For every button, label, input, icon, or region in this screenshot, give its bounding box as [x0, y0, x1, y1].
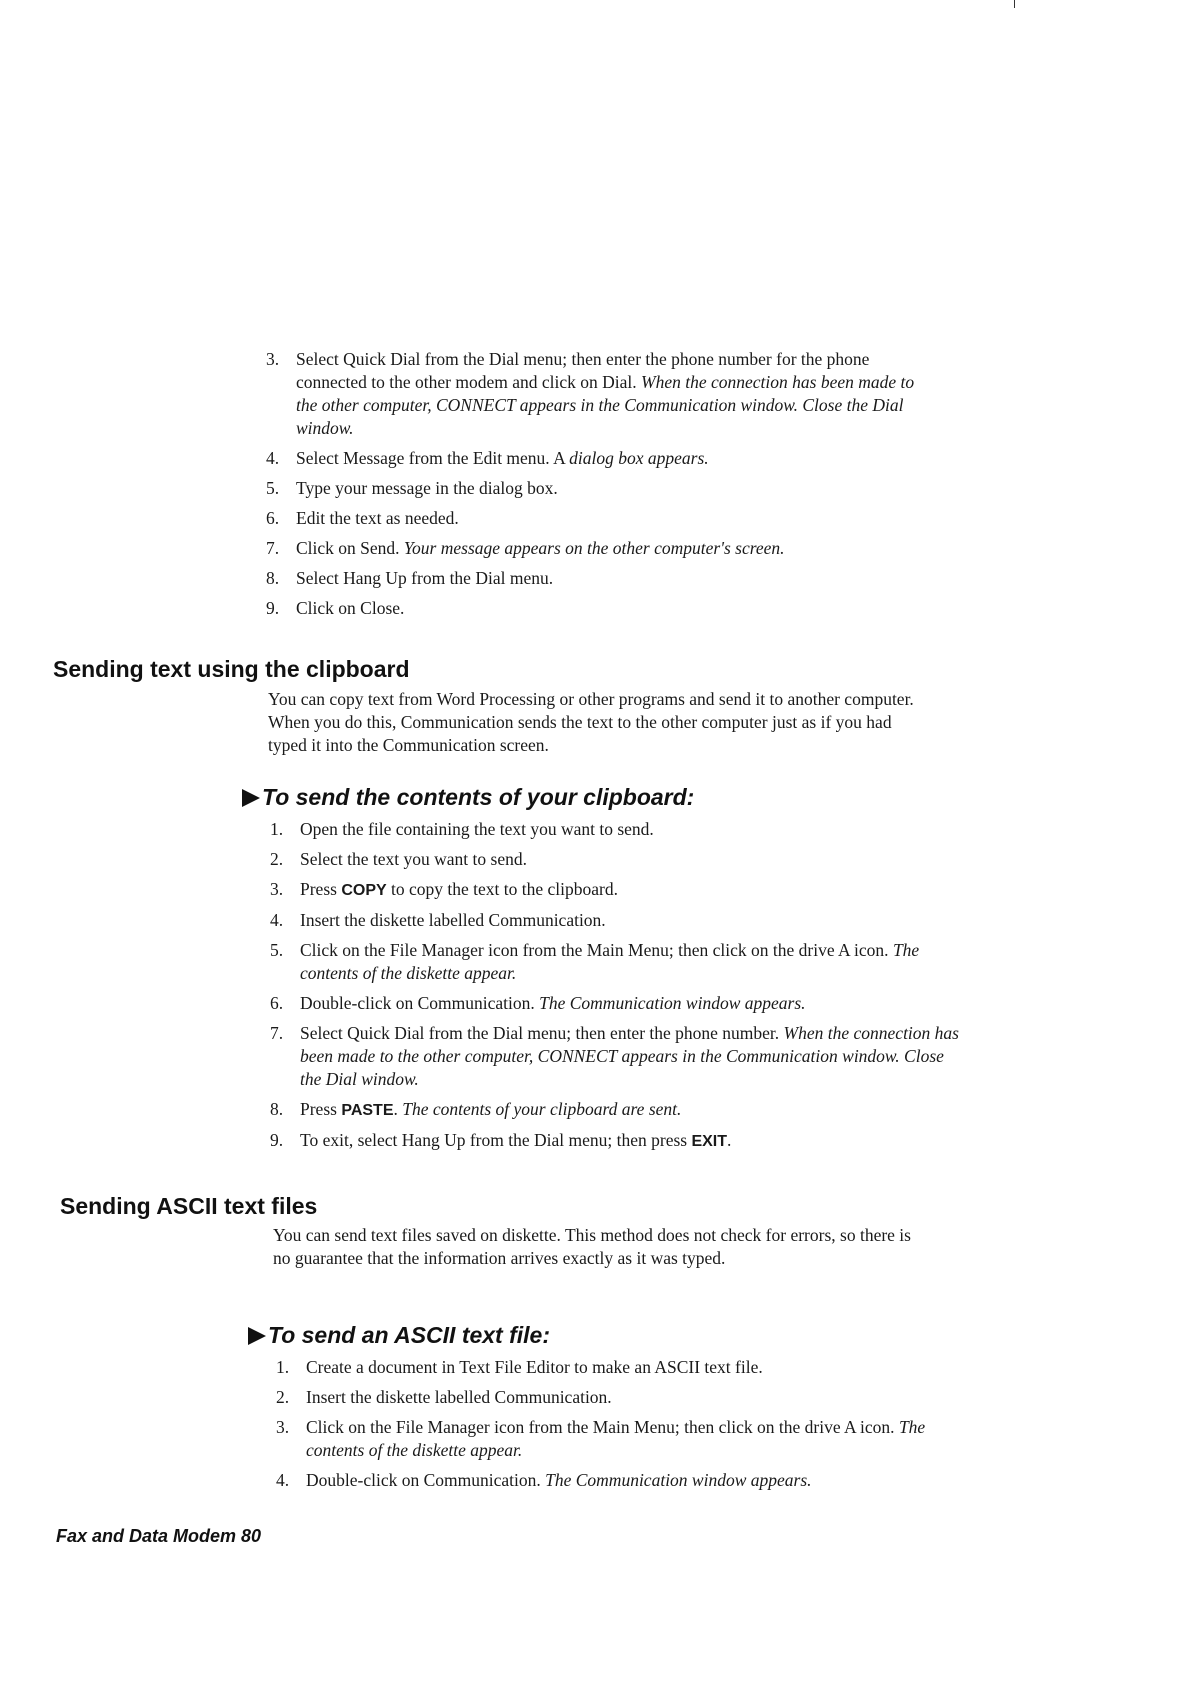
list-item: 9. Click on Close.	[266, 598, 405, 618]
list-item: 3. Select Quick Dial from the Dial menu; then enter the phone number for the phone connected to the other modem and click on Dial. When the connection has been made to the other computer, CONNECT appears in the Communication window. Close the Dial window.	[266, 349, 915, 438]
steps-list-clipboard	[270, 818, 960, 1160]
section-intro-ascii: You can send text files saved on diskette. This method does not check for errors, so there is no guarantee that the information arrives exactly as it was typed.	[273, 1225, 911, 1268]
list-item: 9. To exit, select Hang Up from the Dial menu; then press EXIT.	[270, 1130, 732, 1150]
page-footer: Fax and Data Modem 80	[56, 1526, 262, 1546]
key-name: COPY	[341, 882, 387, 899]
list-item: 4. Select Message from the Edit menu. A dialog box appears.	[266, 448, 709, 468]
step-number: 6.	[266, 508, 280, 528]
step-number: 2.	[276, 1387, 290, 1407]
key-name: PASTE	[341, 1102, 394, 1119]
step-number: 8.	[270, 1099, 284, 1119]
list-item: 1. Create a document in Text File Editor to make an ASCII text file.	[276, 1357, 763, 1377]
list-item: 6. Edit the text as needed.	[266, 508, 459, 528]
list-item: 6. Double-click on Communication. The Communication window appears.	[270, 993, 806, 1013]
list-item: 2. Insert the diskette labelled Communication.	[276, 1387, 612, 1407]
procedure-heading-clipboard: To send the contents of your clipboard:	[242, 784, 694, 811]
step-number: 2.	[270, 849, 284, 869]
step-number: 3.	[276, 1417, 290, 1437]
list-item: 3. Click on the File Manager icon from the Main Menu; then click on the drive A icon. The contents of the diskette appear.	[276, 1417, 926, 1460]
step-number: 8.	[266, 568, 280, 588]
procedure-heading-ascii: To send an ASCII text file:	[248, 1322, 550, 1349]
step-number: 7.	[266, 538, 280, 558]
step-number: 3.	[266, 349, 280, 369]
section-intro-clipboard: You can copy text from Word Processing or other programs and send it to another computer. When you do this, Communication sends the text to the other computer just as if you had typed it into the Communication screen.	[268, 689, 914, 755]
key-name: EXIT	[691, 1133, 728, 1150]
step-number: 5.	[270, 940, 284, 960]
step-number: 1.	[270, 819, 284, 839]
list-item: 8. Select Hang Up from the Dial menu.	[266, 568, 554, 588]
list-item: 3. Press COPY to copy the text to the clipboard.	[270, 879, 618, 899]
step-number: 5.	[266, 478, 280, 498]
step-number: 6.	[270, 993, 284, 1013]
list-item: 2. Select the text you want to send.	[270, 849, 527, 869]
list-item: 5. Type your message in the dialog box.	[266, 478, 558, 498]
step-number: 4.	[276, 1470, 290, 1490]
steps-list-ascii	[276, 1356, 966, 1499]
steps-list-continued	[266, 348, 936, 627]
list-item: 1. Open the file containing the text you want to send.	[270, 819, 654, 839]
step-number: 3.	[270, 879, 284, 899]
step-number: 9.	[270, 1130, 284, 1150]
list-item: 8. Press PASTE. The contents of your clipboard are sent.	[270, 1099, 682, 1119]
section-heading-ascii: Sending ASCII text files	[60, 1193, 318, 1219]
list-item: 4. Double-click on Communication. The Communication window appears.	[276, 1470, 812, 1490]
arrow-icon	[242, 789, 260, 807]
list-item: 7. Select Quick Dial from the Dial menu; then enter the phone number. When the connection has been made to the other computer, CONNECT appears in the Communication window. Close the Dial window.	[270, 1023, 959, 1089]
step-number: 7.	[270, 1023, 284, 1043]
section-heading-clipboard: Sending text using the clipboard	[53, 656, 410, 682]
step-number: 4.	[270, 910, 284, 930]
list-item: 4. Insert the diskette labelled Communication.	[270, 910, 606, 930]
step-number: 9.	[266, 598, 280, 618]
arrow-icon	[248, 1327, 266, 1345]
list-item: 7. Click on Send. Your message appears on the other computer's screen.	[266, 538, 785, 558]
step-number: 1.	[276, 1357, 290, 1377]
step-number: 4.	[266, 448, 280, 468]
list-item: 5. Click on the File Manager icon from the Main Menu; then click on the drive A icon. The contents of the diskette appear.	[270, 940, 920, 983]
scan-mark	[1014, 0, 1015, 8]
